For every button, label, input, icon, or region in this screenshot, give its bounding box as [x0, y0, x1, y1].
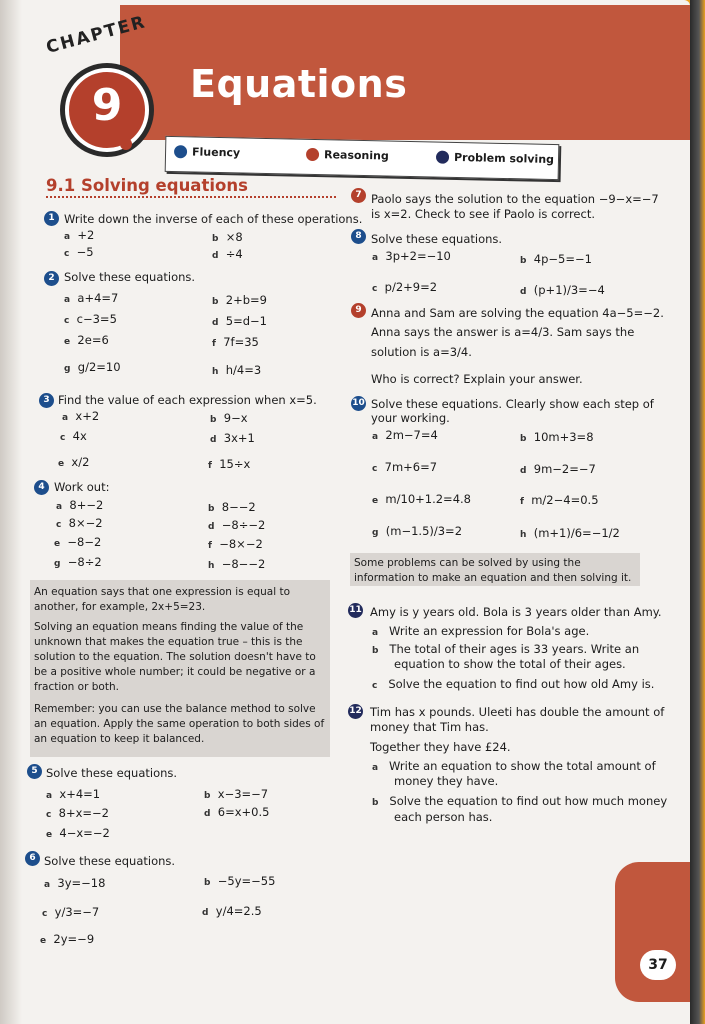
- legend-fluency: [174, 145, 240, 159]
- legend-problem-solving: [436, 151, 554, 166]
- q1-d: d ÷4: [212, 247, 243, 261]
- q8-b: b 4p−5=−1: [520, 252, 592, 266]
- q10-d: d 9m−2=−7: [520, 462, 596, 476]
- chapter-badge-dot: [120, 138, 132, 150]
- q8-a: a 3p+2=−10: [372, 249, 451, 263]
- q11-a: a Write an expression for Bola's age.: [372, 624, 590, 638]
- hint-line-2: information to make an equation and then solving it.: [354, 572, 632, 584]
- q12-a2: money they have.: [394, 774, 499, 788]
- q10-h: h (m+1)/6=−1/2: [520, 526, 620, 540]
- q6-e: e 2y=−9: [40, 932, 95, 946]
- q2-a: a a+4=7: [64, 291, 119, 305]
- q5-text: Solve these equations.: [46, 766, 178, 780]
- page-number: 37: [640, 950, 676, 980]
- q12-b2: each person has.: [394, 810, 493, 824]
- q9-number: 9: [351, 303, 366, 318]
- legend-problem-solving-label: Problem solving: [453, 150, 555, 167]
- q10-g: g (m−1.5)/3=2: [372, 524, 463, 538]
- q6-text: Solve these equations.: [44, 854, 176, 868]
- q3-d: d 3x+1: [210, 431, 255, 445]
- q6-number: 6: [25, 851, 40, 866]
- q1-c: c −5: [64, 245, 94, 259]
- info-line-10: an equation to keep it balanced.: [34, 733, 205, 745]
- q5-e: e 4−x=−2: [46, 826, 110, 840]
- q2-d: d 5=d−1: [212, 314, 267, 328]
- q11-b2: equation to show the total of their ages.: [394, 657, 626, 671]
- q5-c: c 8+x=−2: [46, 806, 110, 820]
- q4-d: d −8÷−2: [208, 518, 266, 532]
- q2-h: h h/4=3: [212, 363, 262, 377]
- fluency-dot-icon: [174, 145, 187, 158]
- q11-text: Amy is y years old. Bola is 3 years older than Amy.: [370, 605, 662, 619]
- q10-a: a 2m−7=4: [372, 428, 438, 442]
- q11-number: 11: [348, 603, 363, 618]
- q2-text: Solve these equations.: [64, 270, 196, 284]
- reasoning-dot-icon: [306, 148, 319, 161]
- book-edge: [690, 0, 705, 1024]
- q12-line1: Tim has x pounds. Uleeti has double the amount of: [370, 705, 665, 719]
- q10-line2: your working.: [371, 411, 450, 425]
- info-line-3: Solving an equation means finding the value of the: [34, 621, 304, 633]
- legend-reasoning: [306, 148, 389, 163]
- q12-a1: a Write an equation to show the total amount of: [372, 759, 656, 773]
- problem-solving-dot-icon: [436, 151, 449, 164]
- info-line-2: another, for example, 2x+5=23.: [34, 601, 206, 613]
- chapter-number: 9: [91, 80, 123, 131]
- info-line-7: fraction or both.: [34, 681, 119, 693]
- info-line-1: An equation says that one expression is equal to: [34, 586, 291, 598]
- q3-b: b 9−x: [210, 411, 248, 425]
- q10-line1: Solve these equations. Clearly show each step of: [371, 397, 654, 411]
- q1-a: a +2: [64, 228, 95, 242]
- q9-line3: solution is a=3/4.: [371, 345, 472, 359]
- info-line-8: Remember: you can use the balance method to solve: [34, 703, 316, 715]
- q4-text: Work out:: [54, 480, 110, 494]
- q3-c: c 4x: [60, 429, 87, 443]
- q4-b: b 8−−2: [208, 500, 256, 514]
- q12-number: 12: [348, 704, 363, 719]
- chapter-badge: [65, 68, 149, 152]
- q3-f: f 15÷x: [208, 457, 251, 471]
- q1-text: Write down the inverse of each of these operations.: [64, 212, 363, 226]
- q8-text: Solve these equations.: [371, 232, 503, 246]
- q6-b: b −5y=−55: [204, 874, 276, 888]
- legend-fluency-label: Fluency: [191, 145, 241, 160]
- hint-line-1: Some problems can be solved by using the: [354, 557, 581, 569]
- q9-line2: Anna says the answer is a=4/3. Sam says the: [371, 325, 635, 339]
- q1-number: 1: [44, 211, 59, 226]
- q9-line4: Who is correct? Explain your answer.: [371, 372, 583, 386]
- page-gutter: [0, 0, 22, 1024]
- page-tab: [615, 862, 690, 1002]
- q5-d: d 6=x+0.5: [204, 805, 270, 819]
- difficulty-legend: [165, 136, 560, 180]
- q11-c: c Solve the equation to find out how old Amy is.: [372, 677, 655, 691]
- q2-c: c c−3=5: [64, 312, 117, 326]
- q4-number: 4: [34, 480, 49, 495]
- q2-b: b 2+b=9: [212, 293, 267, 307]
- q4-f: f −8×−2: [208, 537, 263, 551]
- q6-a: a 3y=−18: [44, 876, 106, 890]
- q10-f: f m/2−4=0.5: [520, 493, 599, 507]
- q7-number: 7: [351, 188, 366, 203]
- q2-e: e 2e=6: [64, 333, 109, 347]
- q5-number: 5: [27, 764, 42, 779]
- q12-line2: money that Tim has.: [370, 720, 489, 734]
- q1-b: b ×8: [212, 230, 243, 244]
- q4-e: e −8−2: [54, 535, 102, 549]
- q6-d: d y/4=2.5: [202, 904, 262, 918]
- q7-line1: Paolo says the solution to the equation −9−x=−7: [371, 192, 659, 206]
- info-line-4: unknown that makes the equation true – this is the: [34, 636, 303, 648]
- q9-line1: Anna and Sam are solving the equation 4a−5=−2.: [371, 306, 664, 320]
- legend-reasoning-label: Reasoning: [323, 148, 389, 163]
- q5-b: b x−3=−7: [204, 787, 269, 801]
- q11-b1: b The total of their ages is 33 years. Write an: [372, 642, 640, 656]
- q10-b: b 10m+3=8: [520, 430, 594, 444]
- q2-g: g g/2=10: [64, 360, 121, 374]
- q10-number: 10: [351, 396, 366, 411]
- chapter-title: Equations: [190, 62, 408, 106]
- q4-g: g −8÷2: [54, 555, 102, 569]
- q3-a: a x+2: [62, 409, 100, 423]
- q5-a: a x+4=1: [46, 787, 101, 801]
- chapter-label: CHAPTER: [44, 12, 149, 58]
- q2-f: f 7f=35: [212, 335, 259, 349]
- info-line-6: be a positive whole number; it could be negative or a: [34, 666, 316, 678]
- q8-d: d (p+1)/3=−4: [520, 283, 605, 297]
- q8-c: c p/2+9=2: [372, 280, 438, 294]
- q2-number: 2: [44, 271, 59, 286]
- section-title: 9.1 Solving equations: [46, 176, 248, 195]
- q4-h: h −8−−2: [208, 557, 266, 571]
- q3-e: e x/2: [58, 455, 90, 469]
- q6-c: c y/3=−7: [42, 905, 100, 919]
- q3-text: Find the value of each expression when x=5.: [58, 393, 317, 407]
- info-line-9: an equation. Apply the same operation to both sides of: [34, 718, 325, 730]
- q10-e: e m/10+1.2=4.8: [372, 492, 471, 506]
- q10-c: c 7m+6=7: [372, 460, 438, 474]
- q12-b1: b Solve the equation to find out how much money: [372, 794, 668, 808]
- q4-a: a 8+−2: [56, 498, 104, 512]
- info-line-5: solution to the equation. The solution doesn't have to: [34, 651, 316, 663]
- q8-number: 8: [351, 229, 366, 244]
- q4-c: c 8×−2: [56, 516, 103, 530]
- section-divider: [46, 196, 336, 198]
- q7-line2: is x=2. Check to see if Paolo is correct.: [371, 207, 595, 221]
- q12-line3: Together they have £24.: [370, 740, 511, 754]
- q3-number: 3: [39, 393, 54, 408]
